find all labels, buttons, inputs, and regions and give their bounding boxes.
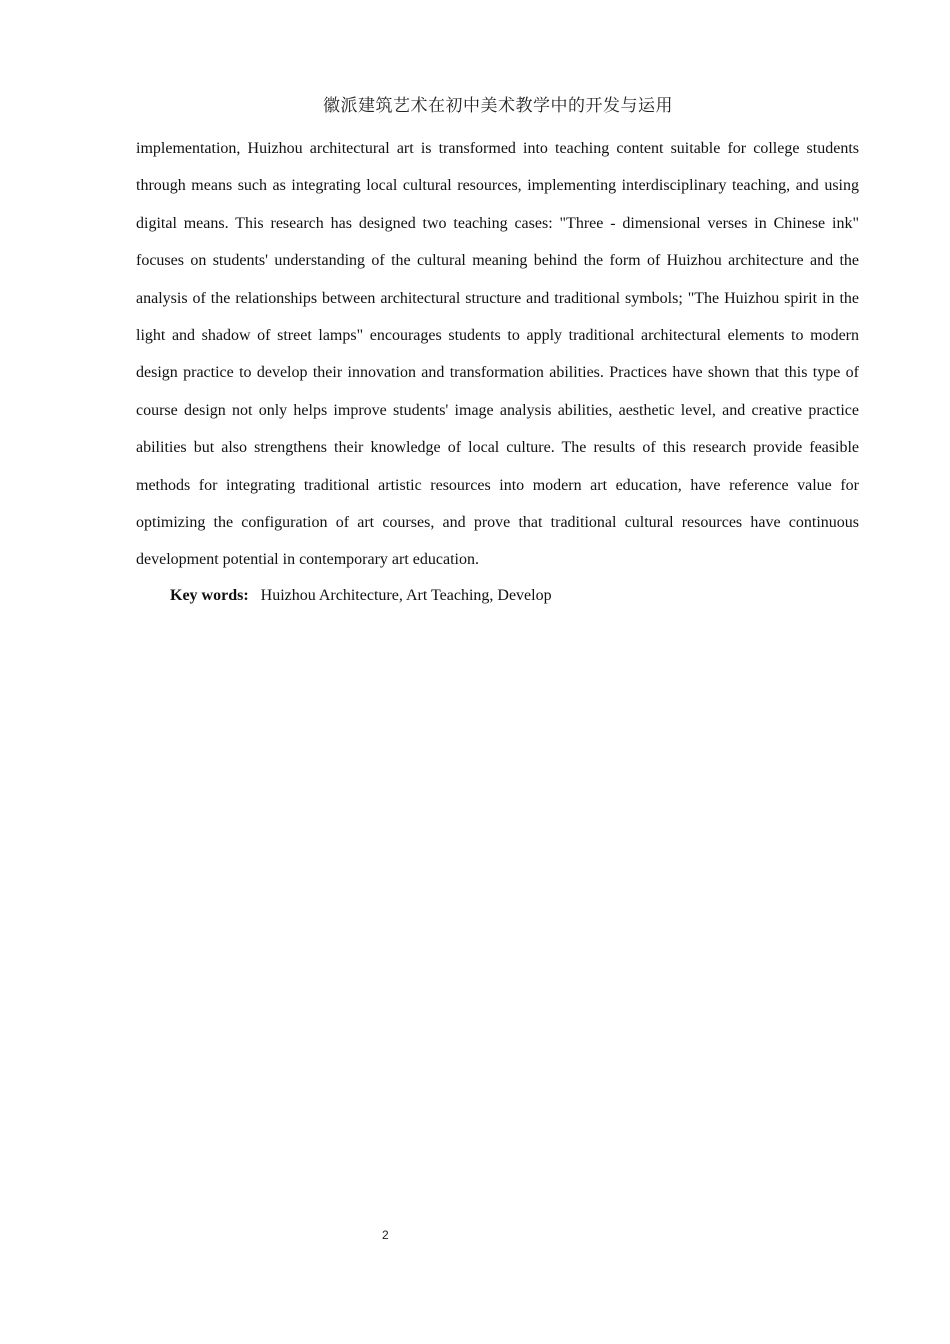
abstract-paragraph: implementation, Huizhou architectural art is transformed into teaching content suitable for college students through means such as integrating local cultural resources, implementing interdisciplinary teaching, and using digital means. This research has designed two teaching cases: "Three - dimensional verses in Chinese ink" focuses on students' understanding of the cultural meaning behind the form of Huizhou architecture and the analysis of the relationships between architectural structure and traditional symbols; "The Huizhou spirit in the light and shadow of street lamps" encourages students to apply traditional architectural elements to modern design practice to develop their innovation and transformation abilities. Practices have shown that this type of course design not only helps improve students' image analysis abilities, aesthetic level, and creative practice abilities but also strengthens their knowledge of local culture. The results of this research provide feasible methods for integrating traditional artistic resources into modern art education, have reference value for optimizing the configuration of art courses, and prove that traditional cultural resources have continuous development potential in contemporary art education. [136, 140, 859, 569]
keywords-label: Key words: [170, 587, 249, 604]
page-number: 2 [382, 1228, 389, 1242]
keywords-value: Huizhou Architecture, Art Teaching, Develop [260, 587, 552, 604]
page-header-title: 徽派建筑艺术在初中美术教学中的开发与运用 [323, 96, 673, 116]
keywords-line [170, 577, 552, 614]
